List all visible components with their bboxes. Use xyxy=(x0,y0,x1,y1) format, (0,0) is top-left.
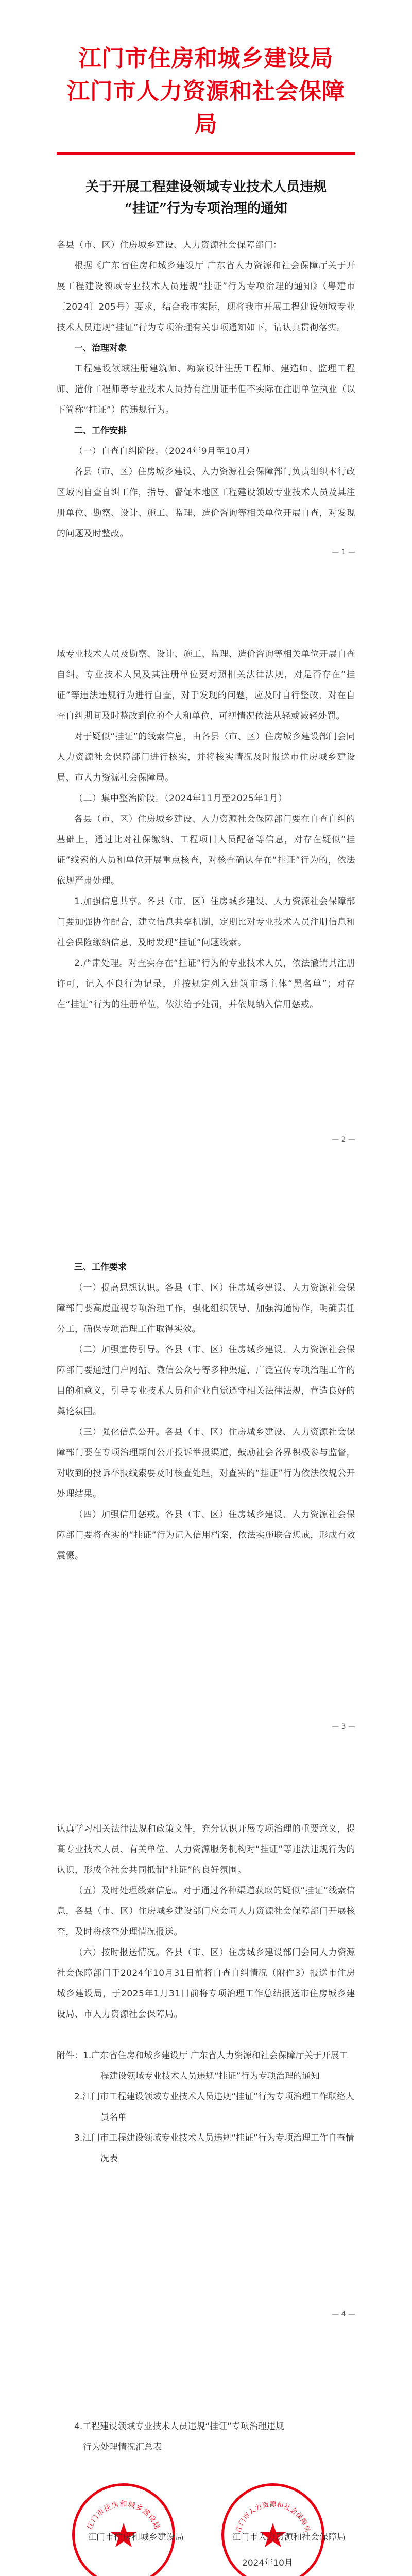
section-2-title: 二、工作安排 xyxy=(74,426,127,436)
page2-paragraph-1: 域专业技术人员及勘察、设计、施工、监理、造价咨询等相关单位开展自查自纠。专业技术人员及其注册单位要对照相关法律法规，对是否存在“挂证”等违法违规行为进行自查，对于发现的问题，应及时自行整改，对在自查自纠期间及时整改到位的个人和单位，可视情况依法从轻或减轻处罚。 xyxy=(57,649,355,721)
section-3-title: 三、工作要求 xyxy=(74,1262,127,1273)
signatory-hr-bureau: 江门市人力资源和社会保障局 xyxy=(232,2532,346,2543)
letterhead xyxy=(57,0,355,141)
requirement-5: （五）及时处理线索信息。对于通过各种渠道获取的疑似“挂证”线索信息，各县（市、区）住房城乡建设部门应会同人力资源社会保障部门开展核查，及时将核查处理情况报送。 xyxy=(57,1886,355,1937)
attachment-1 xyxy=(57,2045,355,2087)
page4-paragraph-1: 认真学习相关法律法规和政策文件，充分认识开展专项治理的重要意义，提高专业技术人员、有关单位、人力资源服务机构对“挂证”等违法违规行为的认识，形成全社会共同抵制“挂证”的良好氛围。 xyxy=(57,1824,355,1875)
attachments-list xyxy=(57,2045,355,2169)
attachment-2: 2.江门市工程建设领域专业技术人员违规“挂证”行为专项治理工作联络人员名单 xyxy=(74,2092,354,2123)
title-line-1: 关于开展工程建设领域专业技术人员违规 xyxy=(85,179,327,195)
page-number: — 2 — xyxy=(332,1136,355,1144)
seal-right-text: 江门市人力资源和社会保障局 xyxy=(234,2501,312,2534)
attachment-4-line-1: 4.工程建设领域专业技术人员违规“挂证”专项治理违规 xyxy=(74,2421,284,2432)
page-number: — 3 — xyxy=(332,1723,355,1731)
requirement-3: （三）强化信息公开。各县（市、区）住房城乡建设、人力资源社会保障部门要在专项治理期间公开投诉举报渠道，鼓励社会各界积极参与监督，对收到的投诉举报线索要及时核查处理，对查实的“挂证”行为依法依规公开处理结果。 xyxy=(57,1427,355,1499)
document-title xyxy=(57,176,355,219)
requirement-2: （二）加强宣传引导。各县（市、区）住房城乡建设、人力资源社会保障部门要通过门户网站、微信公众号等多种渠道，广泛宣传专项治理工作的目的和意义，引导专业技术人员和企业自觉遵守相关法律法规，营造良好的舆论氛围。 xyxy=(57,1345,355,1417)
attachment-3: 3.江门市工程建设领域专业技术人员违规“挂证”行为专项治理工作自查情况表 xyxy=(74,2133,354,2164)
requirement-4: （四）加强信用惩戒。各县（市、区）住房城乡建设、人力资源社会保障部门要将查实的“挂证”行为记入信用档案，依法实施联合惩戒，形成有效震慑。 xyxy=(57,1510,355,1561)
page-2 xyxy=(0,587,412,1175)
seal-left-text: 江门市住房和城乡建设局 xyxy=(85,2500,162,2531)
attachment-4-line-2: 行为处理情况汇总表 xyxy=(83,2442,162,2452)
attachment-label: 附件： xyxy=(57,2050,83,2061)
signatory-housing-bureau: 江门市住房和城乡建设局 xyxy=(88,2532,184,2543)
stage-2-body: 各县（市、区）住房城乡建设、人力资源社会保障部门要在自查自纠的基础上，通过比对社保缴纳、工程项目人员配备等信息，对存在疑似“挂证”线索的人员和单位开展重点核查，对核查确认存在“挂证”行为的，依法依规严肃处理。 xyxy=(57,814,355,886)
intro-paragraph: 根据《广东省住房和城乡建设厅 广东省人力资源和社会保障厅关于开展工程建设领域专业技术人员违规“挂证”行为专项治理的通知》（粤建市〔2024〕205号）要求，结合我市实际，现将我市开展工程建设领域专业技术人员违规“挂证”行为专项治理有关事项通知如下，请认真贯彻落实。 xyxy=(57,261,355,333)
page-5 xyxy=(0,2349,412,2576)
page-1 xyxy=(0,0,412,587)
section-1-body: 工程建设领域注册建筑师、勘察设计注册工程师、建造师、监理工程师、造价工程师等专业技术人员持有注册证书但不实际在注册单位执业（以下简称“挂证”）的违规行为。 xyxy=(57,364,355,415)
signing-date: 2024年10月 xyxy=(242,2558,293,2568)
page-3 xyxy=(0,1175,412,1762)
requirement-1: （一）提高思想认识。各县（市、区）住房城乡建设、人力资源社会保障部门要高度重视专项治理工作，强化组织领导，加强沟通协作，明确责任分工，确保专项治理工作取得实效。 xyxy=(57,1283,355,1334)
page-4 xyxy=(0,1762,412,2349)
salutation: 各县（市、区）住房城乡建设、人力资源社会保障部门： xyxy=(57,240,282,250)
page2-paragraph-2: 对于疑似“挂证”的线索信息，由各县（市、区）住房城乡建设部门会同人力资源社会保障部门进行核实，并将核实情况及时报送市住房城乡建设局、市人力资源社会保障局。 xyxy=(57,732,355,783)
title-line-2: “挂证”行为专项治理的通知 xyxy=(125,201,287,216)
stage-1-body: 各县（市、区）住房城乡建设、人力资源社会保障部门负责组织本行政区域内自查自纠工作，指导、督促本地区工程建设领域专业技术人员及其注册单位、勘察、设计、施工、监理、造价咨询等相关单位开展自查，对发现的问题及时整改。 xyxy=(57,467,355,539)
stage-2-item-1: 1.加强信息共享。各县（市、区）住房城乡建设、人力资源社会保障部门要加强协作配合，建立信息共享机制，定期比对专业技术人员注册信息和社会保险缴纳信息，及时发现“挂证”问题线索。 xyxy=(57,896,355,948)
attachment-1-text: 1.广东省住房和城乡建设厅 广东省人力资源和社会保障厅关于开展工程建设领域专业技术人员违规“挂证”行为专项治理的通知 xyxy=(83,2050,348,2081)
page-number: — 4 — xyxy=(332,2310,355,2318)
attachment-4 xyxy=(57,2416,355,2458)
requirement-6: （六）按时报送情况。各县（市、区）住房城乡建设部门会同人力资源社会保障部门于2024年10月31日前将自查自纠情况（附件3）报送市住房城乡建设局，于2025年1月31日前将专项治理工作总结报送市住房城乡建设局、市人力资源社会保障局。 xyxy=(57,1947,355,2020)
red-divider xyxy=(57,152,355,155)
stage-2-title: （二）集中整治阶段。（2024年11月至2025年1月） xyxy=(74,793,287,804)
letterhead-org-1: 江门市住房和城乡建设局 xyxy=(78,45,334,72)
signature-area xyxy=(57,2473,355,2576)
stage-2-item-2: 2.严肃处理。对查实存在“挂证”行为的专业技术人员，依法撤销其注册许可，记入不良行为记录，并按规定列入建筑市场主体“黑名单”；对存在“挂证”行为的注册单位，依法给予处罚，并依规纳入信用惩戒。 xyxy=(57,958,355,1010)
page-number: — 1 — xyxy=(332,548,355,556)
letterhead-org-2: 江门市人力资源和社会保障局 xyxy=(67,78,345,138)
stage-1-title: （一）自查自纠阶段。（2024年9月至10月） xyxy=(74,446,255,456)
section-1-title: 一、治理对象 xyxy=(74,343,127,353)
